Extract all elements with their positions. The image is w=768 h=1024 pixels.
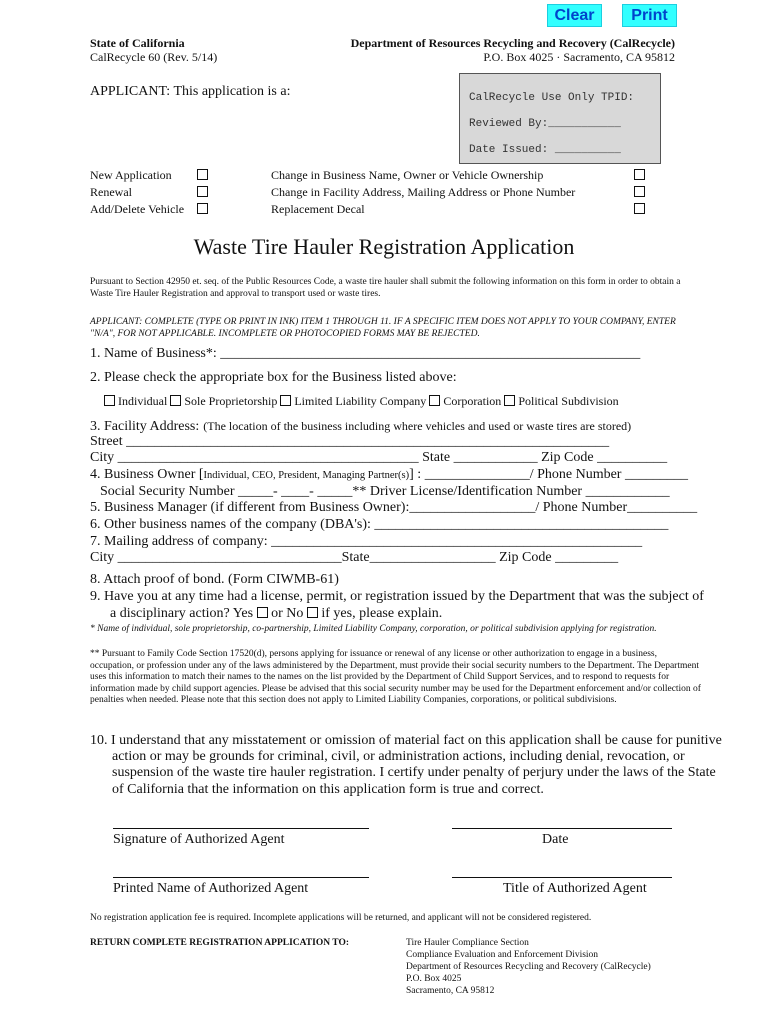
change-address-checkbox[interactable] bbox=[634, 186, 645, 197]
item-1-business-name[interactable]: 1. Name of Business*: ____________________________________________________________ bbox=[90, 346, 641, 361]
individual-checkbox[interactable] bbox=[104, 395, 115, 406]
department-address: P.O. Box 4025 · Sacramento, CA 95812 bbox=[483, 50, 675, 64]
item-2-label: 2. Please check the appropriate box for the Business listed above: bbox=[90, 370, 457, 385]
business-type-label: Corporation bbox=[443, 394, 502, 408]
return-address-line: Compliance Evaluation and Enforcement Division bbox=[406, 950, 599, 960]
business-type-options bbox=[104, 394, 619, 408]
clear-button[interactable]: Clear bbox=[547, 4, 602, 27]
footnote-name: * Name of individual, sole proprietorship, co-partnership, Limited Liability Company, corporation, or political subdivision applying for registration. bbox=[90, 624, 657, 634]
return-address bbox=[406, 937, 651, 997]
app-type-vehicle: Add/Delete Vehicle bbox=[90, 202, 185, 216]
item-7-mailing-address[interactable]: 7. Mailing address of company: _____________________________________________________ bbox=[90, 534, 643, 549]
item-8-bond: 8. Attach proof of bond. (Form CIWMB-61) bbox=[90, 572, 339, 587]
return-address-line: P.O. Box 4025 bbox=[406, 974, 462, 984]
printed-name-line[interactable] bbox=[113, 877, 369, 878]
renewal-checkbox[interactable] bbox=[197, 186, 208, 197]
item-6-dba-names[interactable]: 6. Other business names of the company (DBA's): __________________________________________ bbox=[90, 517, 669, 532]
title-label: Title of Authorized Agent bbox=[503, 881, 647, 896]
certification-statement: 10. I understand that any misstatement or omission of material fact on this application shall be cause for punitive action or may be grounds for criminal, civil, or administration actions, including denial, revocation, or suspension of the waste tire hauler registration. I certify under penalty of perjury under the laws of the State of California that the information on this application form is true and correct. bbox=[90, 733, 722, 797]
app-type-new: New Application bbox=[90, 168, 172, 182]
llc-checkbox[interactable] bbox=[280, 395, 291, 406]
mailing-city-state-zip[interactable]: City ________________________________State__________________ Zip Code _________ bbox=[90, 550, 619, 565]
no-checkbox[interactable] bbox=[307, 607, 318, 618]
city-state-zip-field[interactable]: City ___________________________________________ State ____________ Zip Code __________ bbox=[90, 450, 668, 465]
item-9-answer bbox=[110, 606, 442, 622]
signature-label: Signature of Authorized Agent bbox=[113, 832, 285, 847]
date-label: Date bbox=[542, 832, 569, 847]
street-field[interactable]: Street _____________________________________________________________________ bbox=[90, 434, 610, 449]
political-subdivision-checkbox[interactable] bbox=[504, 395, 515, 406]
business-type-label: Sole Proprietorship bbox=[184, 394, 278, 408]
item-3-label: 3. Facility Address: bbox=[90, 419, 200, 434]
item-9-no-label: or No bbox=[271, 606, 304, 621]
department-name: Department of Resources Recycling and Recovery (CalRecycle) bbox=[350, 36, 675, 50]
item-5-business-manager[interactable]: 5. Business Manager (if different from Business Owner):__________________/ Phone Number__________ bbox=[90, 500, 698, 515]
footnote-ssn: ** Pursuant to Family Code Section 17520(d), persons applying for issuance or renewal of any license or other authorization to engage in a business, occupation, or profession under any of the laws administered by the Department, must provide their social security numbers to the Department. The Department uses this information to match their names to the names on the list provided by the Department of Child Support Services, and to respond to requests for information made by child support agencies. Please be advised that this social security number may be used for the Department enforcement and/or collection of penalties when needed. Please note that this section does not apply to Limited Liability Companies, corporations, or political subdivisions. bbox=[90, 649, 701, 705]
signature-line[interactable] bbox=[113, 828, 369, 829]
intro-text: Pursuant to Section 42950 et. seq. of the Public Resources Code, a waste tire hauler shall submit the following information on this form in order to obtain a Waste Tire Hauler Registration and approval to transport used or waste tires. bbox=[90, 277, 681, 299]
return-address-line: Sacramento, CA 95812 bbox=[406, 986, 495, 996]
sole-proprietorship-checkbox[interactable] bbox=[170, 395, 181, 406]
app-type-change-name: Change in Business Name, Owner or Vehicle Ownership bbox=[271, 168, 544, 182]
item-4-business-owner[interactable] bbox=[90, 467, 688, 484]
new-application-checkbox[interactable] bbox=[197, 169, 208, 180]
item-4-label: 4. Business Owner [ bbox=[90, 467, 204, 482]
change-name-checkbox[interactable] bbox=[634, 169, 645, 180]
item-9-question: 9. Have you at any time had a license, permit, or registration issued by the Department that was the subject of bbox=[90, 589, 704, 604]
instructions-text: APPLICANT: COMPLETE (TYPE OR PRINT IN INK) ITEM 1 THROUGH 11. IF A SPECIFIC ITEM DOES NOT APPLY TO YOUR COMPANY, ENTER "N/A", FOR NOT APPLICABLE. INCOMPLETE OR PHOTOCOPIED FORMS MAY BE REJECTED. bbox=[90, 317, 676, 339]
title-line[interactable] bbox=[452, 877, 672, 878]
print-button[interactable]: Print bbox=[622, 4, 677, 27]
item-4-owner-phone: ] : _______________/ Phone Number _________ bbox=[409, 467, 688, 482]
item-9-yes-label: a disciplinary action? Yes bbox=[110, 606, 254, 621]
app-type-change-address: Change in Facility Address, Mailing Address or Phone Number bbox=[271, 185, 576, 199]
item-4-owner-types: Individual, CEO, President, Managing Partner(s) bbox=[203, 470, 410, 481]
yes-checkbox[interactable] bbox=[257, 607, 268, 618]
office-use-box bbox=[459, 73, 661, 164]
return-address-line: Tire Hauler Compliance Section bbox=[406, 938, 529, 948]
return-address-line: Department of Resources Recycling and Recovery (CalRecycle) bbox=[406, 962, 651, 972]
page-title: Waste Tire Hauler Registration Application bbox=[193, 234, 575, 259]
item-3-note: (The location of the business including where vehicles and used or waste tires are stored) bbox=[203, 419, 632, 433]
reviewed-by-field: Reviewed By:___________ bbox=[469, 118, 621, 130]
ssn-license-field[interactable]: Social Security Number _____- ____- _____** Driver License/Identification Number ____________ bbox=[100, 484, 670, 499]
form-number: CalRecycle 60 (Rev. 5/14) bbox=[90, 50, 218, 64]
corporation-checkbox[interactable] bbox=[429, 395, 440, 406]
app-type-renewal: Renewal bbox=[90, 185, 132, 199]
replacement-decal-checkbox[interactable] bbox=[634, 203, 645, 214]
tpid-field: CalRecycle Use Only TPID: bbox=[469, 92, 635, 104]
item-9-explain-label: if yes, please explain. bbox=[321, 606, 443, 621]
return-label: RETURN COMPLETE REGISTRATION APPLICATION TO: bbox=[90, 938, 350, 948]
fee-note: No registration application fee is required. Incomplete applications will be returned, and applicant will not be considered registered. bbox=[90, 913, 592, 923]
state-name: State of California bbox=[90, 36, 185, 50]
business-type-label: Individual bbox=[118, 394, 168, 408]
add-delete-vehicle-checkbox[interactable] bbox=[197, 203, 208, 214]
printed-name-label: Printed Name of Authorized Agent bbox=[113, 881, 309, 896]
app-type-decal: Replacement Decal bbox=[271, 202, 365, 216]
applicant-label: APPLICANT: This application is a: bbox=[90, 84, 291, 99]
business-type-label: Limited Liability Company bbox=[294, 394, 427, 408]
date-issued-field: Date Issued: __________ bbox=[469, 144, 621, 156]
business-type-label: Political Subdivision bbox=[518, 394, 619, 408]
date-line[interactable] bbox=[452, 828, 672, 829]
